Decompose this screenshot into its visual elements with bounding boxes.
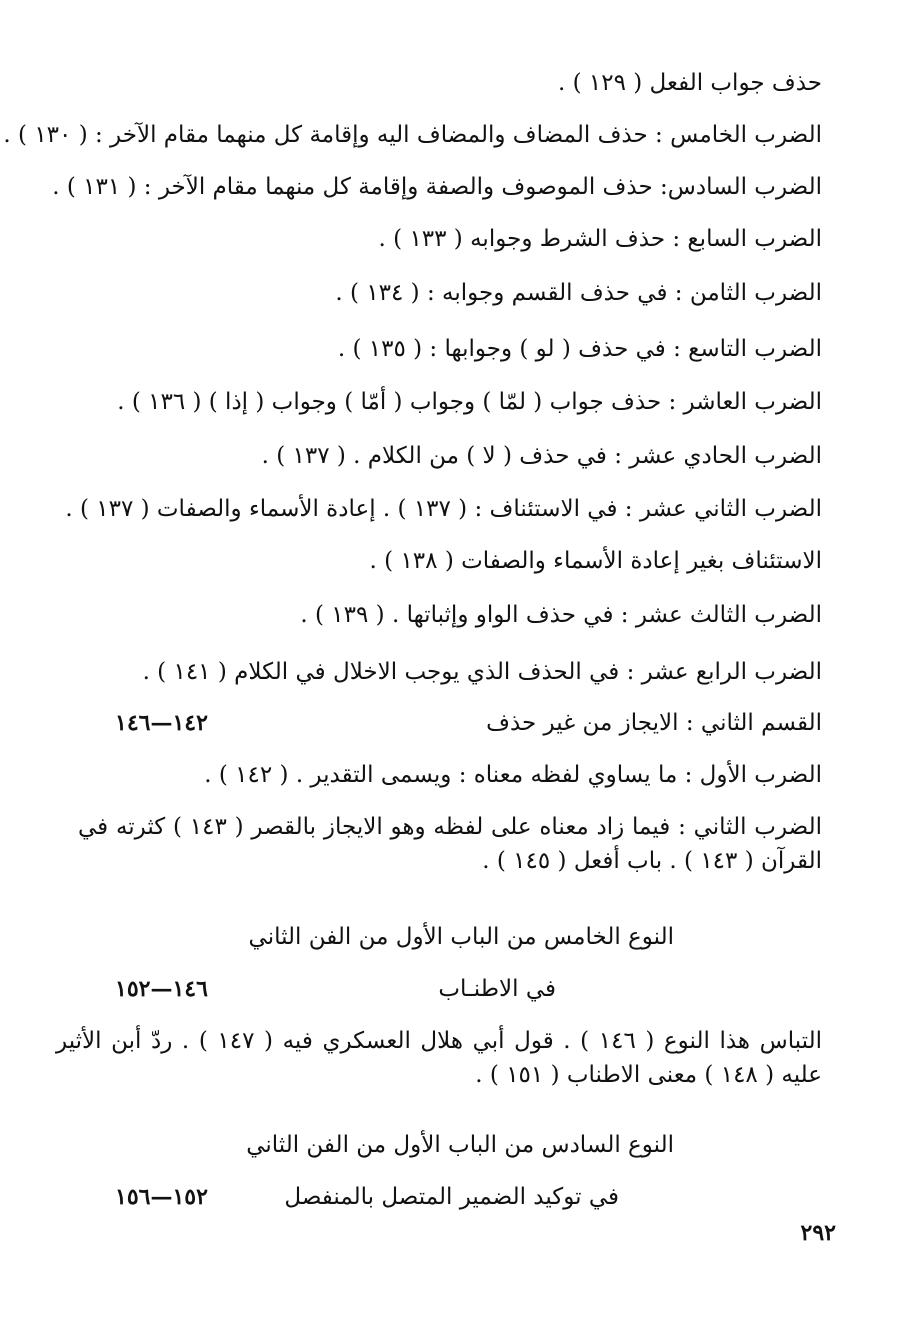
page-range-tawkid: ١٥٢—١٥٦ [115,1184,208,1210]
text-line-10: الاستئناف بغير إعادة الأسماء والصفات ( ١٣٨ ) . [369,548,822,574]
text-line-8: الضرب الحادي عشر : في حذف ( لا ) من الكلام . ( ١٣٧ ) . [261,443,822,469]
text-line-4: الضرب السابع : حذف الشرط وجوابه ( ١٣٣ ) . [378,226,822,252]
text-line-7: الضرب العاشر : حذف جواب ( لمّا ) وجواب ( أمّا ) وجواب ( إذا ) ( ١٣٦ ) . [117,389,822,415]
section-heading-2: القسم الثاني : الايجاز من غير حذف [486,710,822,736]
text-line-3: الضرب السادس: حذف الموصوف والصفة وإقامة كل منهما مقام الآخر : ( ١٣١ ) . [52,174,822,200]
text-line-5: الضرب الثامن : في حذف القسم وجوابه : ( ١٣٤ ) . [335,280,822,306]
type5-heading: النوع الخامس من الباب الأول من الفن الثاني [248,924,674,950]
text-line-16: التباس هذا النوع ( ١٤٦ ) . قول أبي هلال العسكري فيه ( ١٤٧ ) . ردّ أبن الأثير عليه ( ١٤٨ ) معنى الاطناب ( ١٥١ ) . [56,1028,822,1088]
text-line-6: الضرب التاسع : في حذف ( لو ) وجوابها : ( ١٣٥ ) . [337,336,822,362]
text-line-11: الضرب الثالث عشر : في حذف الواو وإثباتها . ( ١٣٩ ) . [300,602,822,628]
atnab-heading: في الاطنـاب [438,976,556,1002]
tawkid-heading: في توكيد الضمير المتصل بالمنفصل [284,1184,619,1210]
type6-heading: النوع السادس من الباب الأول من الفن الثاني [246,1132,674,1158]
page-range-atnab: ١٤٦—١٥٢ [115,976,208,1002]
text-line-1: حذف جواب الفعل ( ١٢٩ ) . [557,70,822,96]
text-line-9: الضرب الثاني عشر : في الاستئناف : ( ١٣٧ ) . إعادة الأسماء والصفات ( ١٣٧ ) . [65,496,822,522]
page-range-section2: ١٤٢—١٤٦ [115,710,208,736]
text-line-12: الضرب الرابع عشر : في الحذف الذي يوجب الاخلال في الكلام ( ١٤١ ) . [142,659,822,685]
text-line-15: الضرب الثاني : فيما زاد معناه على لفظه وهو الايجاز بالقصر ( ١٤٣ ) كثرته في القرآن ( ١٤٣ ) . باب أفعل ( ١٤٥ ) . [78,814,822,874]
text-line-14: الضرب الأول : ما يساوي لفظه معناه : ويسمى التقدير . ( ١٤٢ ) . [204,762,822,788]
text-line-2: الضرب الخامس : حذف المضاف والمضاف اليه وإقامة كل منهما مقام الآخر : ( ١٣٠ ) . [3,122,822,148]
page-number: ٢٩٢ [800,1220,836,1246]
